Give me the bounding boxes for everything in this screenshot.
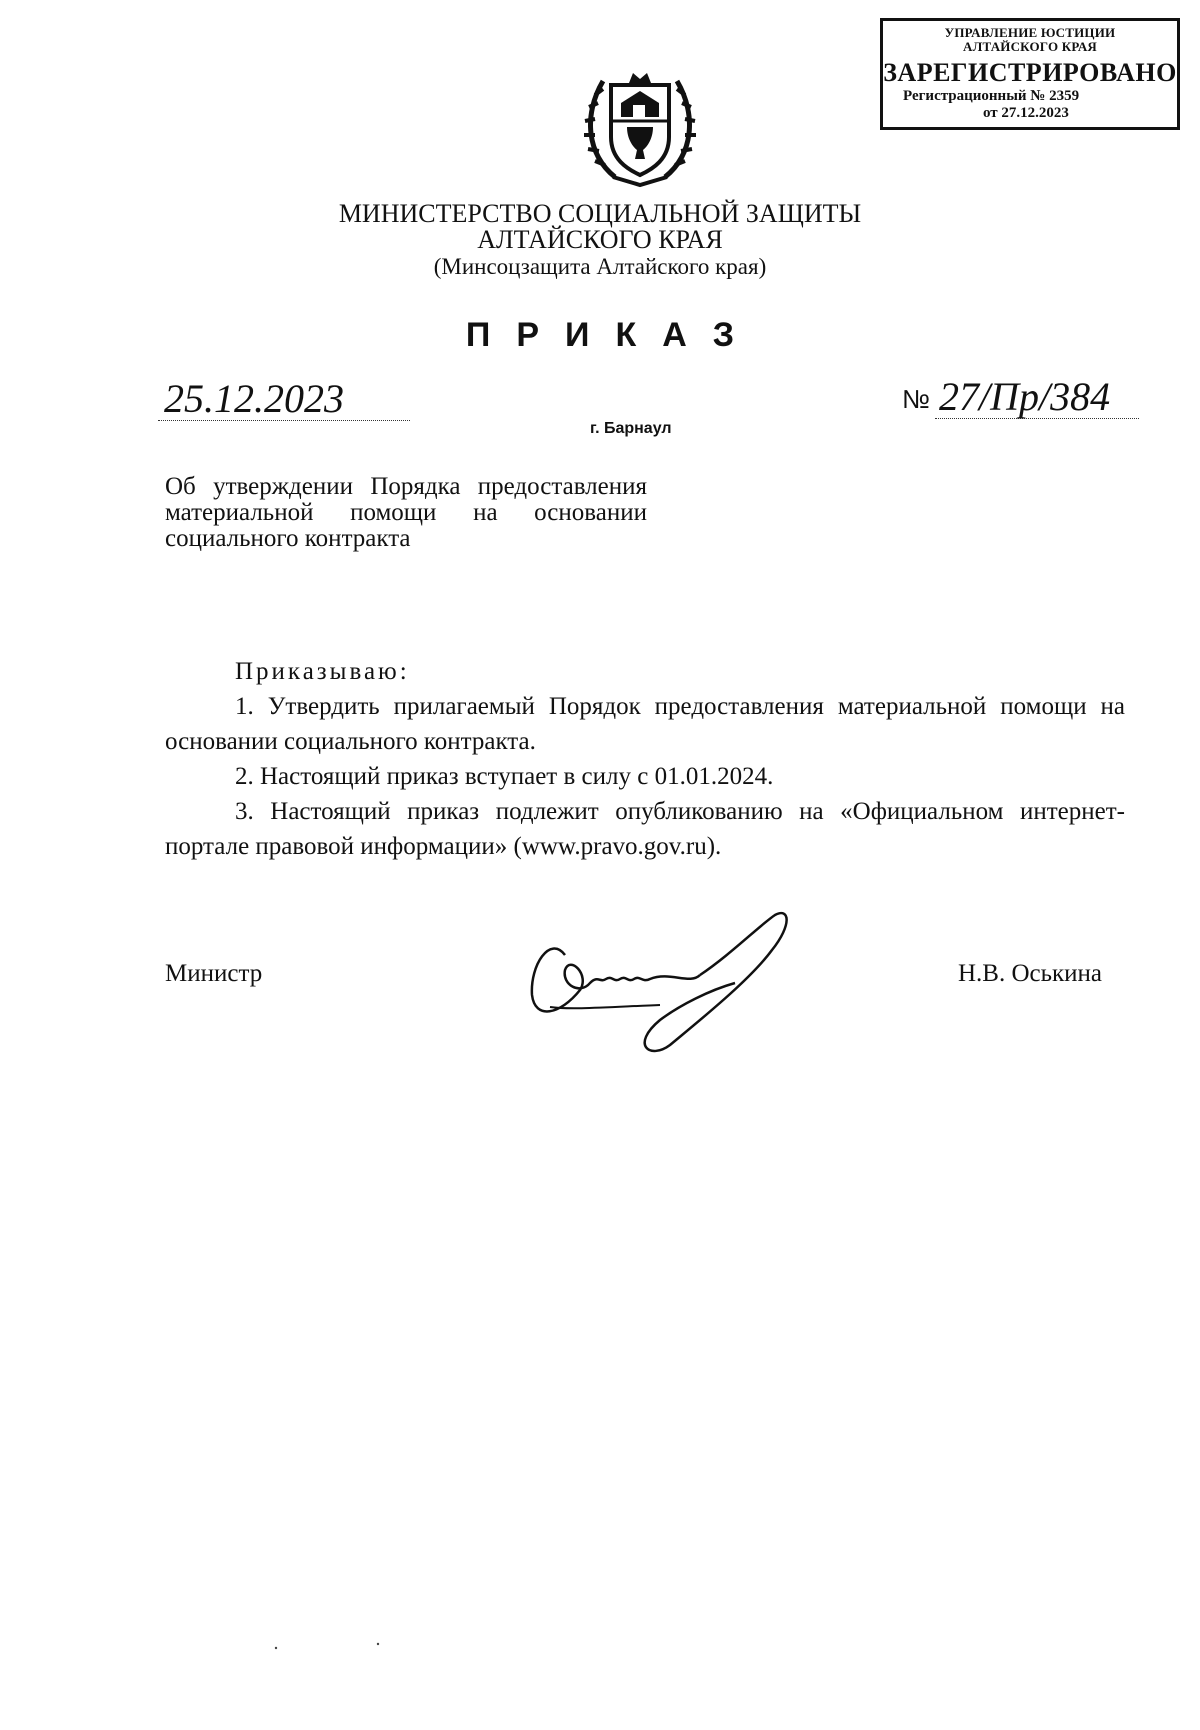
city-name: г. Барнаул xyxy=(590,420,672,437)
registration-stamp xyxy=(880,18,1180,130)
stamp-authority-line1: УПРАВЛЕНИЕ ЮСТИЦИИ xyxy=(944,25,1116,40)
order-item-1: 1. Утвердить прилагаемый Порядок предоставления материальной помощи на основании социального контракта. xyxy=(165,693,1125,755)
order-body xyxy=(165,654,1125,864)
stamp-registration-date: от 27.12.2023 xyxy=(983,105,1069,121)
order-subject: Об утверждении Порядка предоставления материальной помощи на основании социального контракта xyxy=(165,473,647,552)
stamp-status: ЗАРЕГИСТРИРОВАНО xyxy=(883,58,1177,87)
handwritten-signature-icon xyxy=(510,895,845,1060)
signatory-name: Н.В. Оськина xyxy=(958,960,1103,987)
org-short-name: (Минсоцзащита Алтайского края) xyxy=(433,254,767,279)
scan-specks xyxy=(260,1638,400,1658)
handwritten-order-number: 27/Пр/384 xyxy=(935,376,1139,419)
order-item-2: 2. Настоящий приказ вступает в силу с 01.01.2024. xyxy=(235,763,774,790)
stamp-registration-number: Регистрационный № 2359 xyxy=(903,88,1080,104)
coat-of-arms-icon xyxy=(575,55,705,190)
stamp-authority xyxy=(883,26,1177,54)
org-name-line2: АЛТАЙСКОГО КРАЯ xyxy=(477,225,723,254)
signatory-title: Министр xyxy=(165,960,263,987)
number-sign: № xyxy=(902,384,930,414)
document-type-title: ПРИКАЗ xyxy=(465,316,761,354)
handwritten-date: 25.12.2023 xyxy=(158,378,410,421)
order-intro: Приказываю: xyxy=(235,658,410,685)
order-item-3: 3. Настоящий приказ подлежит опубликованию на «Официальном интернет-портале правовой информации» (www.pravo.gov.ru). xyxy=(165,798,1125,860)
org-name-line1: МИНИСТЕРСТВО СОЦИАЛЬНОЙ ЗАЩИТЫ xyxy=(338,199,862,228)
stamp-authority-line2: АЛТАЙСКОГО КРАЯ xyxy=(963,39,1097,54)
